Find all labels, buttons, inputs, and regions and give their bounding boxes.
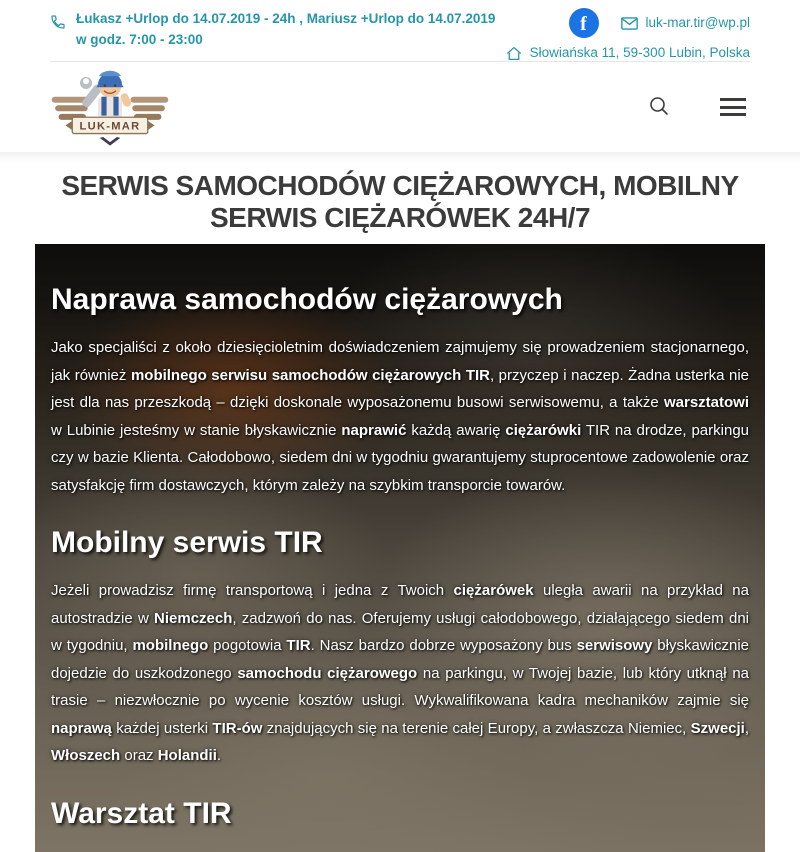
phone-line-1: Łukasz +Urlop do 14.07.2019 - 24h , Mariusz +Urlop do 14.07.2019 — [76, 11, 496, 26]
search-button[interactable] — [644, 91, 674, 124]
phone-hours-text — [76, 8, 495, 50]
phone-line-2: w godz. 7:00 - 23:00 — [76, 32, 203, 47]
logo[interactable] — [50, 64, 170, 150]
facebook-letter: f — [580, 13, 587, 35]
hero-article — [35, 244, 765, 852]
section-paragraph-naprawa: Jako specjaliści z około dziesięcioletnim doświadczeniem zajmujemy się prowadzeniem stacjonarnego, jak również mobilnego serwisu samochodów ciężarowych TIR, przyczep i naczep. Żadna usterka nie jest dla nas przeszkodą – dzięki doskonale wyposażonemu busowi serwisowemu, a także warsztatowi w Lubinie jesteśmy w stanie błyskawicznie naprawić każdą awarię ciężarówki TIR na drodze, parkingu czy w bazie Klienta. Całodobowo, siedem dni w tygodniu gwarantujemy stuprocentowe zadowolenie oraz satysfakcję firm dostawczych, którym zależy na szybkim transporcie towarów. — [51, 339, 750, 494]
email-text: luk-mar.tir@wp.pl — [645, 15, 750, 30]
luk-mar-logo-graphic — [50, 64, 170, 150]
section-heading-naprawa: Naprawa samochodów ciężarowych — [51, 283, 563, 316]
address-text: Słowiańska 11, 59-300 Lubin, Polska — [529, 45, 750, 60]
logo-text: LUK-MAR — [79, 120, 141, 133]
section-heading-warsztat: Warsztat TIR — [51, 796, 232, 830]
header-divider — [0, 152, 800, 164]
address-link[interactable] — [506, 43, 750, 63]
menu-button[interactable] — [716, 90, 750, 125]
search-icon — [648, 95, 670, 117]
topbar-contact-block — [506, 8, 750, 63]
phone-info — [50, 8, 495, 50]
phone-icon — [50, 14, 66, 30]
section-heading-mobilny-serwis: Mobilny serwis TIR — [51, 526, 323, 559]
logo-banner — [65, 117, 154, 133]
page-title: SERWIS SAMOCHODÓW CIĘŻAROWYCH, MOBILNY SERWIS CIĘŻARÓWEK 24H/7 — [61, 170, 739, 233]
main-header — [50, 62, 750, 152]
section-paragraph-mobilny-serwis: Jeżeli prowadzisz firmę transportową i jedna z Twoich ciężarówek uległa awarii na przykład na autostradzie w Niemczech, zadzwoń do nas. Oferujemy usługi całodobowego, działającego siedem dni w tygodniu, mobilnego pogotowia TIR. Nasz bardzo dobrze wyposażony bus serwisowy błyskawicznie dojedzie do uszkodzonego samochodu ciężarowego na parkingu, w Twojej bazie, lub który utknął na trasie – niezwłocznie po wycenie kosztów usługi. Wykwalifikowana kadra mechaników zajmie się naprawą każdej usterki TIR-ów znajdujących się na terenie całej Europy, a zwłaszcza Niemiec, Szwecji, Włoszech oraz Holandii. — [51, 582, 750, 764]
email-link[interactable] — [621, 13, 750, 33]
home-icon — [506, 46, 522, 61]
envelope-icon — [621, 17, 638, 30]
hamburger-icon — [720, 98, 746, 116]
mechanic-figure — [96, 71, 132, 119]
facebook-icon[interactable] — [569, 8, 599, 38]
topbar — [50, 0, 750, 62]
